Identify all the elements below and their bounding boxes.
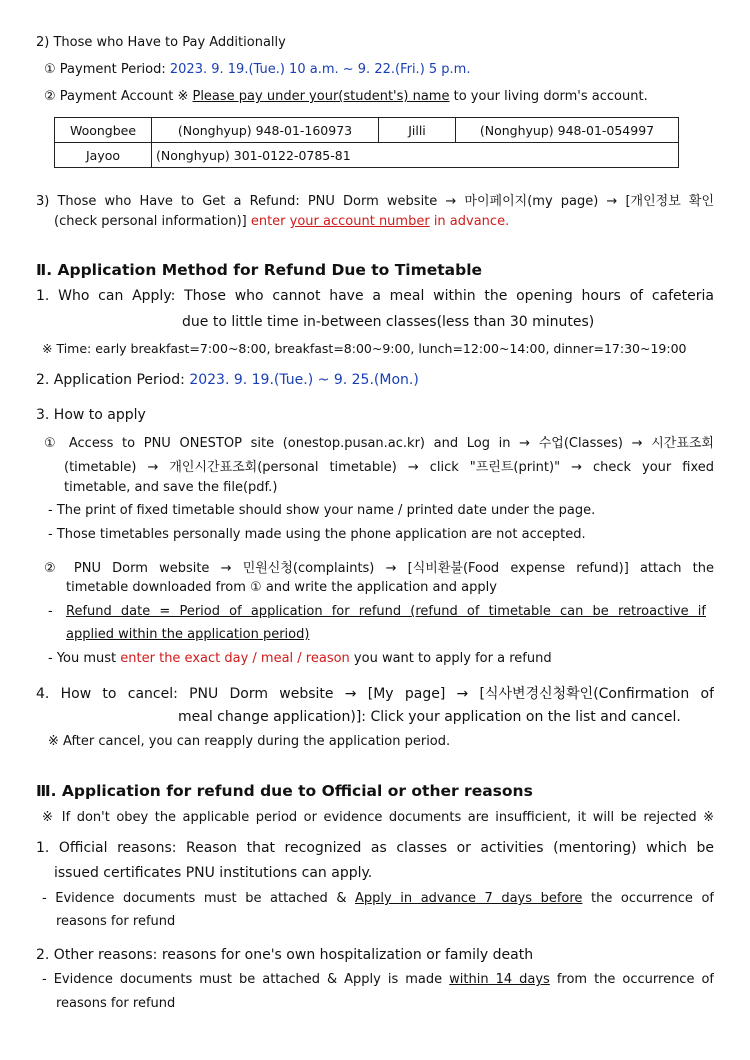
official-reasons-line2: issued certificates PNU institutions can apply. bbox=[54, 865, 373, 881]
official-evidence-deadline: Apply in advance 7 days before bbox=[355, 891, 583, 906]
dorm-account-table bbox=[54, 117, 679, 168]
other-reasons-line1: 2. Other reasons: reasons for one's own hospitalization or family death bbox=[36, 947, 534, 963]
other-evidence-prefix: - Evidence documents must be attached & Apply is made bbox=[42, 972, 450, 987]
step1-line3: timetable, and save the file(pdf.) bbox=[64, 480, 278, 495]
other-evidence-line1 bbox=[42, 972, 714, 987]
payment-account-rest: to your living dorm's account. bbox=[449, 89, 648, 104]
step1-note-print: - The print of fixed timetable should show your name / printed date under the page. bbox=[48, 503, 596, 518]
refund-account-number: your account number bbox=[289, 214, 430, 229]
other-evidence-suffix: from the occurrence of bbox=[549, 972, 714, 987]
payment-period-label: ① Payment Period: bbox=[44, 62, 170, 77]
must-enter-suffix: you want to apply for a refund bbox=[349, 651, 552, 666]
section-2-heading: Ⅱ. Application Method for Refund Due to Timetable bbox=[36, 261, 483, 279]
how-to-cancel-line1: 4. How to cancel: PNU Dorm website → [My page] → [식사변경신청확인(Confirmation of bbox=[36, 686, 714, 702]
section-3-heading: Ⅲ. Application for refund due to Official or other reasons bbox=[36, 782, 533, 800]
cancel-note: ※ After cancel, you can reapply during the application period. bbox=[48, 734, 451, 749]
refund-account-line2 bbox=[54, 214, 509, 229]
refund-account-line1: 3) Those who Have to Get a Refund: PNU Dorm website → 마이페이지(my page) → [개인정보 확인 bbox=[36, 194, 714, 209]
table-row bbox=[55, 118, 679, 143]
meal-time-note: ※ Time: early breakfast=7:00~8:00, breakfast=8:00~9:00, lunch=12:00~14:00, dinner=17:30~19:00 bbox=[42, 341, 687, 356]
payment-account-underlined: Please pay under your(student's) name bbox=[192, 89, 450, 104]
step2-line2: timetable downloaded from ① and write the application and apply bbox=[66, 580, 497, 595]
payment-period-line bbox=[44, 62, 470, 77]
must-enter-line bbox=[48, 651, 552, 666]
who-can-apply-line1: 1. Who can Apply: Those who cannot have a meal within the opening hours of cafeteria bbox=[36, 288, 714, 304]
must-enter-highlight: enter the exact day / meal / reason bbox=[120, 651, 350, 666]
refund-account-advance: in advance. bbox=[429, 214, 510, 229]
pay-additionally-title: 2) Those who Have to Pay Additionally bbox=[36, 35, 286, 50]
refund-account-enter: enter bbox=[250, 214, 290, 229]
other-evidence-line2: reasons for refund bbox=[56, 996, 176, 1011]
application-period-value: 2023. 9. 19.(Tue.) ~ 9. 25.(Mon.) bbox=[189, 372, 419, 388]
account-number-cell: (Nonghyup) 948-01-054997 bbox=[456, 118, 679, 143]
dorm-name-cell: Jayoo bbox=[55, 143, 152, 168]
who-can-apply-line2: due to little time in-between classes(less than 30 minutes) bbox=[182, 314, 595, 330]
payment-account-line bbox=[44, 89, 648, 104]
step1-line2: (timetable) → 개인시간표조회(personal timetable) → click "프린트(print)" → check your fixed bbox=[64, 460, 714, 475]
payment-account-label: ② Payment Account ※ bbox=[44, 89, 193, 104]
how-to-cancel-line2: meal change application)]: Click your application on the list and cancel. bbox=[178, 709, 681, 725]
must-enter-prefix: - You must bbox=[48, 651, 121, 666]
how-to-apply-title: 3. How to apply bbox=[36, 407, 146, 423]
account-number-cell: (Nonghyup) 301-0122-0785-81 bbox=[152, 143, 679, 168]
application-period-label: 2. Application Period: bbox=[36, 372, 190, 388]
official-evidence-line1 bbox=[42, 891, 714, 906]
official-evidence-line2: reasons for refund bbox=[56, 914, 176, 929]
refund-date-line2: applied within the application period) bbox=[66, 627, 310, 642]
other-evidence-deadline: within 14 days bbox=[449, 972, 550, 987]
application-period-line bbox=[36, 372, 419, 388]
official-reasons-line1: 1. Official reasons: Reason that recognized as classes or activities (mentoring) which be bbox=[36, 840, 714, 856]
payment-period-value: 2023. 9. 19.(Tue.) 10 a.m. ~ 9. 22.(Fri.) 5 p.m. bbox=[169, 62, 471, 77]
table-row bbox=[55, 143, 679, 168]
step1-line1: ① Access to PNU ONESTOP site (onestop.pusan.ac.kr) and Log in → 수업(Classes) → 시간표조회 bbox=[44, 436, 714, 451]
official-evidence-prefix: - Evidence documents must be attached & bbox=[42, 891, 356, 906]
rejection-warning: ※ If don't obey the applicable period or evidence documents are insufficient, it will be rejected ※ bbox=[42, 810, 714, 825]
refund-date-line1: Refund date = Period of application for refund (refund of timetable can be retroactive if bbox=[66, 604, 706, 619]
step2-line1: ② PNU Dorm website → 민원신청(complaints) → [식비환불(Food expense refund)] attach the bbox=[44, 561, 714, 576]
refund-account-check-info: (check personal information)] bbox=[54, 214, 251, 229]
refund-date-dash: - bbox=[48, 604, 53, 619]
account-number-cell: (Nonghyup) 948-01-160973 bbox=[152, 118, 379, 143]
dorm-name-cell: Woongbee bbox=[55, 118, 152, 143]
official-evidence-suffix: the occurrence of bbox=[582, 891, 714, 906]
dorm-name-cell: Jilli bbox=[379, 118, 456, 143]
step1-note-phone: - Those timetables personally made using the phone application are not accepted. bbox=[48, 527, 586, 542]
